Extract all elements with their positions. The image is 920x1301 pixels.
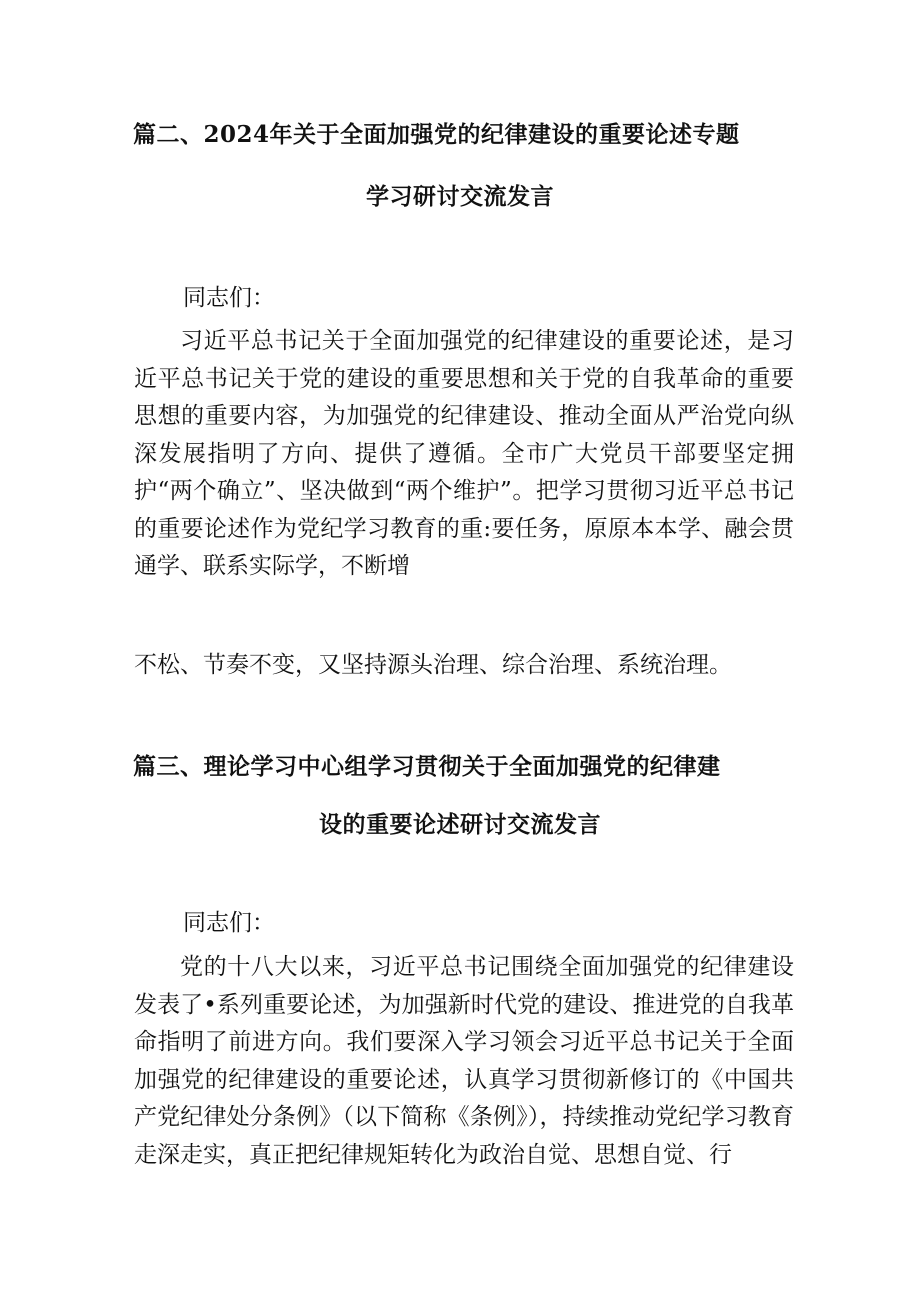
section2-paragraph: 习近平总书记关于全面加强党的纪律建设的重要论述，是习近平总书记关于党的建设的重要思想和关于党的自我革命的重要思想的重要内容，为加强党的纪律建设、推动全面从严治党向纵深发展指明了方向、提供了遵循。全市广大党员干部要坚定拥护“两个确立”、坚决做到“两个维护”。把学习贯彻习近平总书记的重要论述作为党纪学习教育的重:要任务，原原本本学、融会贯通学、联系实际学，不断增 <box>134 328 794 579</box>
section2-salutation: 同志们： <box>183 285 275 311</box>
section3-paragraph: 党的十八大以来，习近平总书记围绕全面加强党的纪律建设发表了•系列重要论述，为加强新时代党的建设、推进党的自我革命指明了前进方向。我们要深入学习领会习近平总书记关于全面加强党的纪律建设的重要论述，认真学习贯彻新修订的《中国共产党纪律处分条例》（以下简称《条例》），持续推动党纪学习教育走深走实，真正把纪律规矩转化为政治自觉、思想自觉、行 <box>134 954 794 1168</box>
section3-title-line1: 篇三、理论学习中心组学习贯彻关于全面加强党的纪律建 <box>133 753 721 780</box>
section2-title-line2: 学习研讨交流发言 <box>366 183 554 210</box>
section3-title-line2: 设的重要论述研讨交流发言 <box>319 811 601 838</box>
section3-salutation: 同志们： <box>183 910 275 936</box>
section2-title-line1: 篇二、2024年关于全面加强党的纪律建设的重要论述专题 <box>133 121 740 148</box>
section2-continuation: 不松、节奏不变，又坚持源头治理、综合治理、系统治理。 <box>134 652 732 678</box>
